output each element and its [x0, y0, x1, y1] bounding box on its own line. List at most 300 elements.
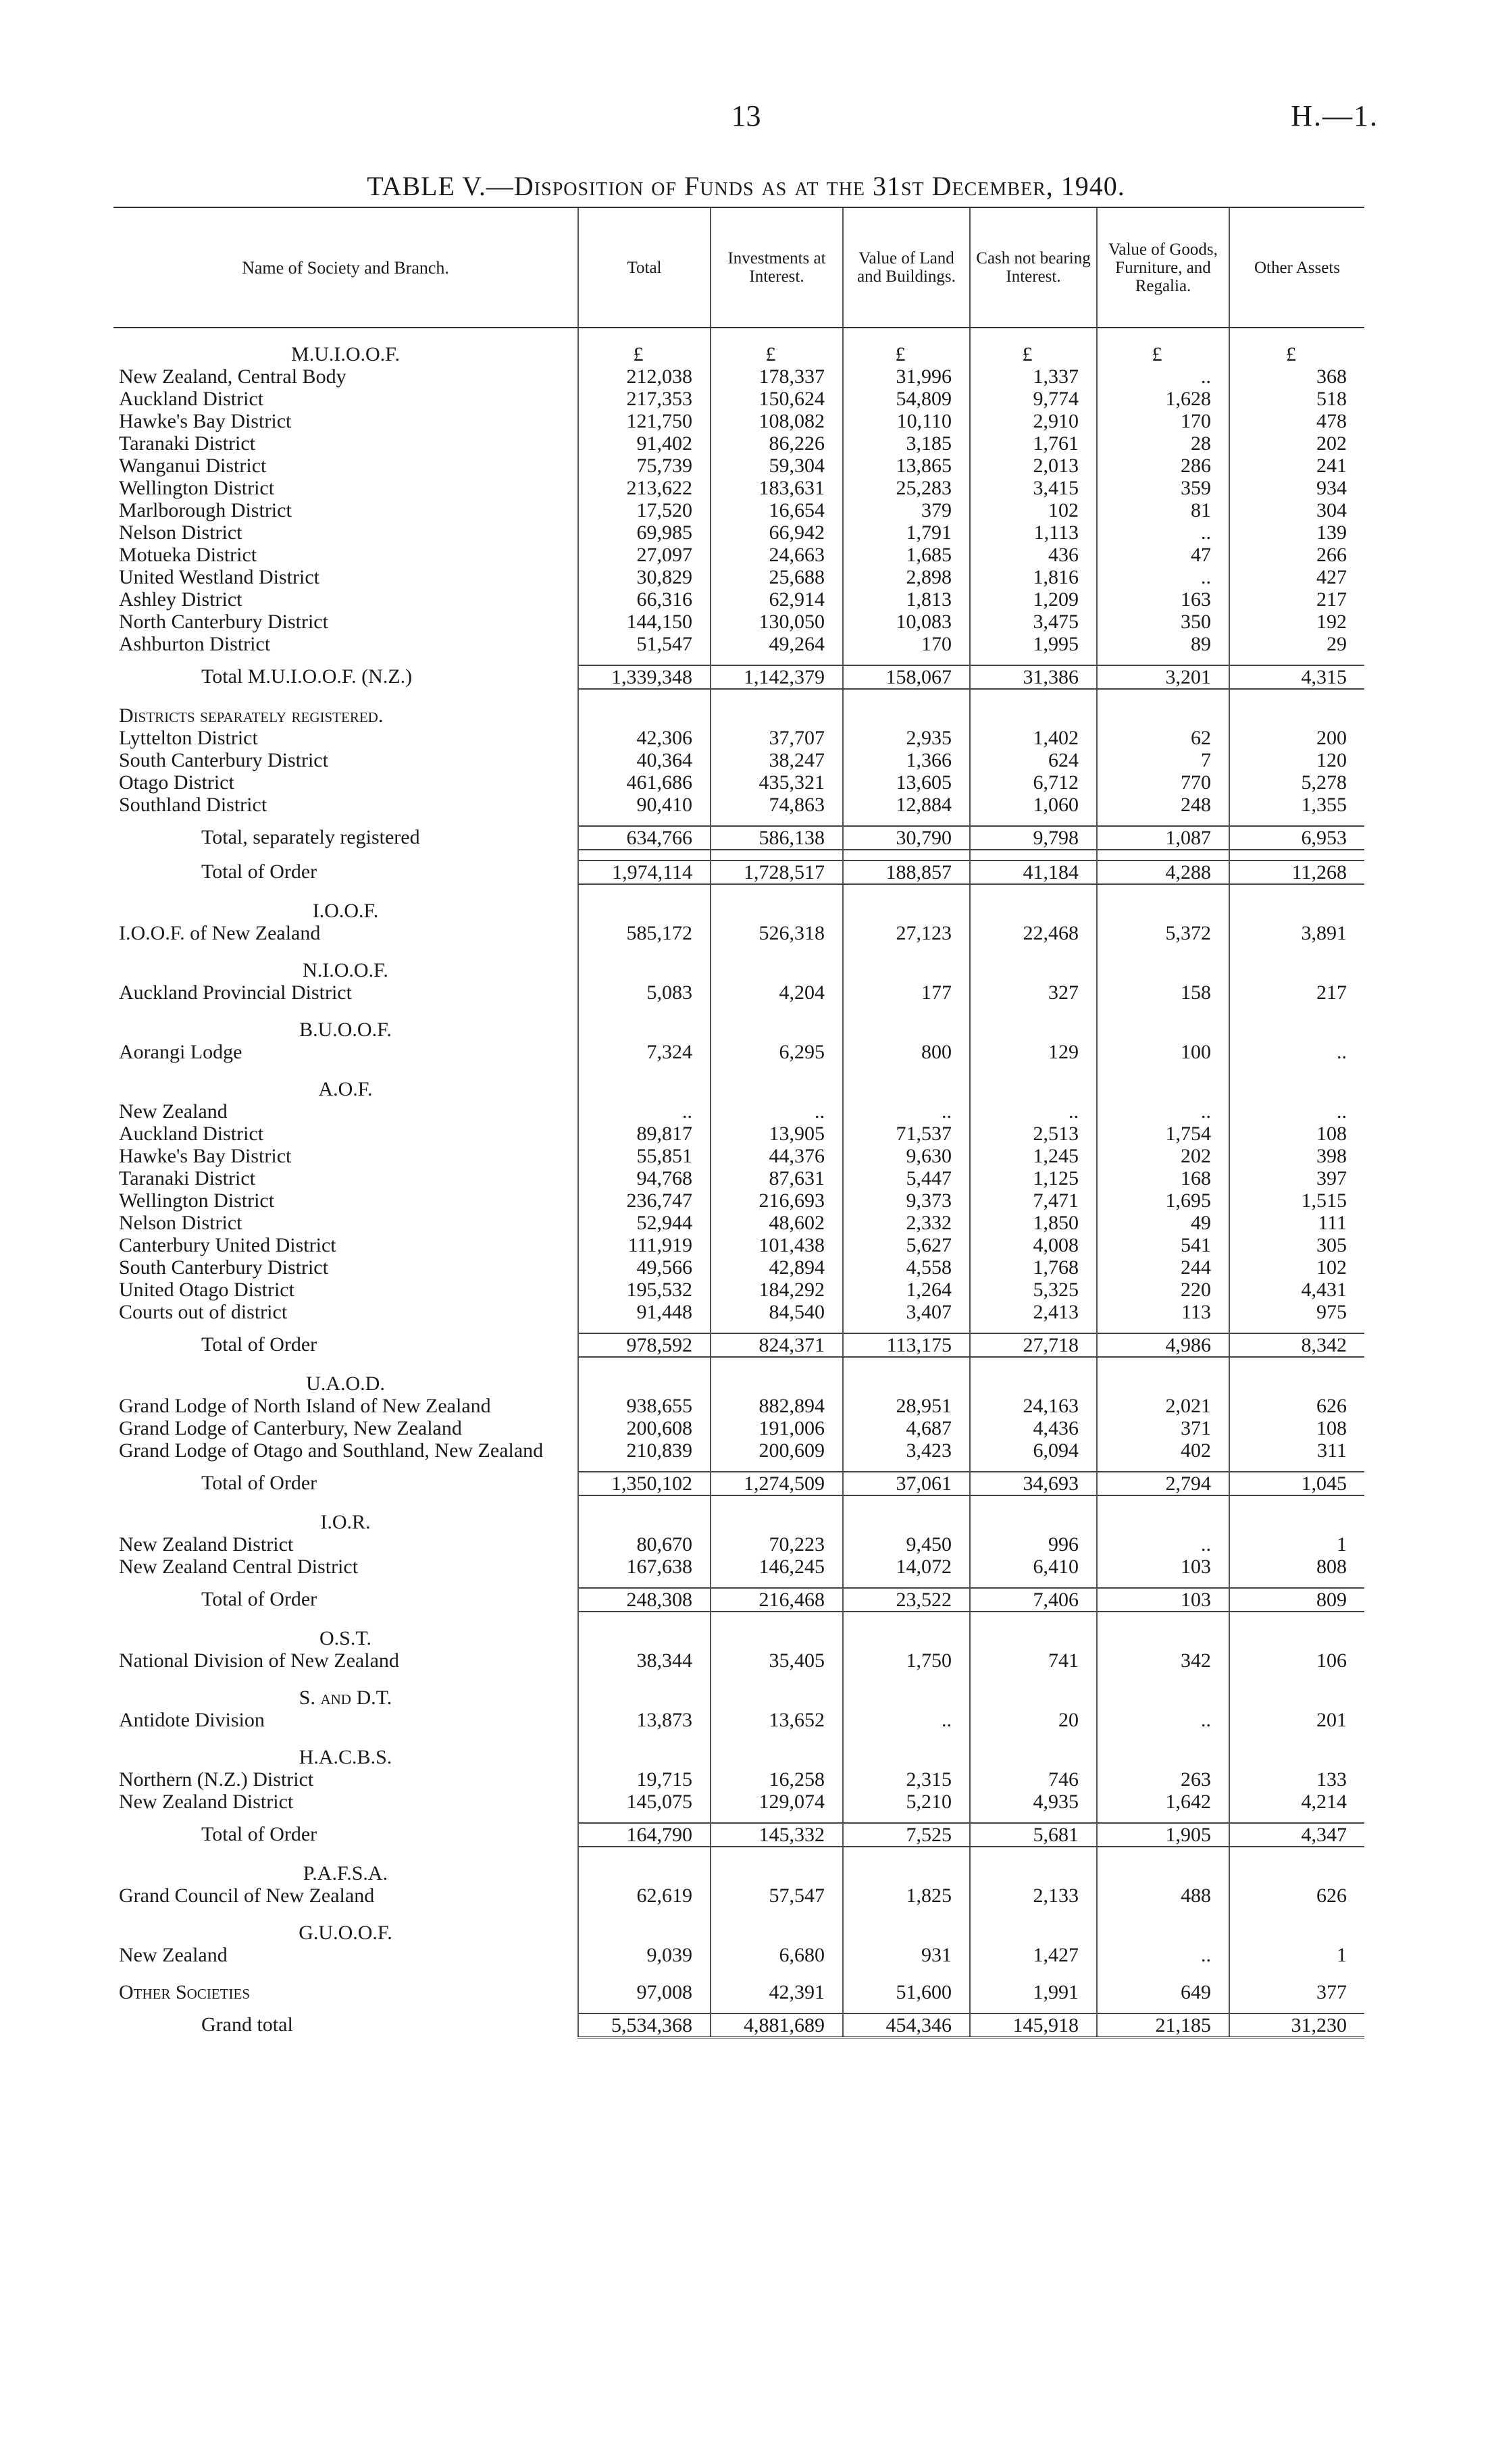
cell-other: 304 — [1229, 499, 1364, 521]
cell-other: 626 — [1229, 1884, 1364, 1907]
spacer-cell — [1229, 944, 1364, 959]
spacer-cell — [843, 1966, 970, 1981]
table-row — [113, 1123, 1364, 1145]
cell-other: 809 — [1229, 1588, 1364, 1612]
row-name: Other Societies — [119, 1981, 250, 2003]
spacer-cell — [1097, 1966, 1229, 1981]
spacer-cell — [1097, 1495, 1229, 1511]
cell-goods: 220 — [1097, 1279, 1229, 1301]
row-name: Total of Order — [201, 1588, 317, 1610]
cell-land: 2,898 — [843, 566, 970, 588]
cell-land: 3,407 — [843, 1301, 970, 1323]
cell-other: .. — [1229, 1041, 1364, 1063]
currency-cell — [578, 1746, 711, 1768]
spacer-cell — [970, 1672, 1097, 1687]
cell-goods: 81 — [1097, 499, 1229, 521]
cell-cash: 2,910 — [970, 410, 1097, 432]
cell-land: 54,809 — [843, 388, 970, 410]
cell-goods: 21,185 — [1097, 2013, 1229, 2038]
spacer-cell — [970, 689, 1097, 704]
cell-cash: 746 — [970, 1768, 1097, 1791]
spacer-cell — [711, 850, 843, 861]
cell-land: 5,210 — [843, 1791, 970, 1813]
spacer-cell — [843, 884, 970, 900]
document-reference: H.—1. — [1291, 99, 1379, 132]
spacer-cell — [578, 1731, 711, 1746]
currency-cell — [1097, 1627, 1229, 1649]
cell-cash: 2,413 — [970, 1301, 1097, 1323]
cell-cash: 2,513 — [970, 1123, 1097, 1145]
section-heading: G.U.O.O.F. — [299, 1922, 392, 1944]
spacer-cell — [711, 1672, 843, 1687]
currency-cell — [1097, 1746, 1229, 1768]
cell-cash: 2,013 — [970, 455, 1097, 477]
cell-cash: 741 — [970, 1649, 1097, 1672]
cell-land: 170 — [843, 633, 970, 655]
table-row — [113, 588, 1364, 611]
table-row — [113, 611, 1364, 633]
cell-investments: 38,247 — [711, 749, 843, 771]
cell-total: 52,944 — [578, 1212, 711, 1234]
spacer-cell — [970, 1612, 1097, 1627]
table-row — [113, 432, 1364, 455]
spacer-cell — [711, 2003, 843, 2013]
cell-cash: 4,935 — [970, 1791, 1097, 1813]
cell-land: 25,283 — [843, 477, 970, 499]
cell-land: 2,332 — [843, 1212, 970, 1234]
currency-cell — [1229, 959, 1364, 981]
currency-cell — [970, 1922, 1097, 1944]
spacer-cell — [113, 2003, 578, 2013]
cell-cash: 624 — [970, 749, 1097, 771]
cell-investments: 586,138 — [711, 826, 843, 850]
table-title — [0, 170, 1492, 202]
cell-investments: 16,258 — [711, 1768, 843, 1791]
row-name: New Zealand — [119, 1944, 228, 1966]
spacer-cell — [1229, 2003, 1364, 2013]
cell-land: 27,123 — [843, 922, 970, 944]
spacer-cell — [1097, 1063, 1229, 1078]
spacer-cell — [1229, 1063, 1364, 1078]
spacer-cell — [113, 1357, 578, 1372]
cell-land: 2,315 — [843, 1768, 970, 1791]
row-name: New Zealand District — [119, 1791, 294, 1813]
cell-land: 13,865 — [843, 455, 970, 477]
cell-total: 91,402 — [578, 432, 711, 455]
spacer-cell — [1229, 1966, 1364, 1981]
table-row — [113, 1395, 1364, 1417]
spacer-cell — [113, 1578, 578, 1588]
cell-other: 31,230 — [1229, 2013, 1364, 2038]
section-heading-row — [113, 1746, 1364, 1768]
cell-investments: 42,894 — [711, 1256, 843, 1279]
row-name: Canterbury United District — [119, 1234, 336, 1256]
row-name: Southland District — [119, 794, 267, 816]
spacer-cell — [1229, 816, 1364, 826]
cell-investments: 101,438 — [711, 1234, 843, 1256]
spacer-cell — [843, 1462, 970, 1472]
spacer-cell — [578, 816, 711, 826]
spacer-cell — [113, 1063, 578, 1078]
cell-other: 102 — [1229, 1256, 1364, 1279]
table-row — [113, 455, 1364, 477]
cell-investments: 25,688 — [711, 566, 843, 588]
table-row — [113, 1256, 1364, 1279]
currency-cell: £ — [1097, 343, 1229, 365]
table-row — [113, 922, 1364, 944]
currency-cell — [578, 1862, 711, 1884]
cell-investments: 129,074 — [711, 1791, 843, 1813]
cell-other: 1,045 — [1229, 1472, 1364, 1495]
cell-investments: 191,006 — [711, 1417, 843, 1439]
cell-total: 144,150 — [578, 611, 711, 633]
cell-other: 108 — [1229, 1123, 1364, 1145]
cell-other: .. — [1229, 1100, 1364, 1123]
row-name: Grand Lodge of Otago and Southland, New Zealand — [119, 1439, 544, 1462]
cell-other: 427 — [1229, 566, 1364, 588]
table-title-prefix: TABLE V.— — [367, 171, 514, 201]
row-name: South Canterbury District — [119, 1256, 328, 1279]
section-heading-row — [113, 1862, 1364, 1884]
table-row — [113, 1301, 1364, 1323]
section-heading-row — [113, 1019, 1364, 1041]
cell-investments: 57,547 — [711, 1884, 843, 1907]
header-total: Total — [578, 207, 711, 328]
spacer-cell — [1229, 1495, 1364, 1511]
cell-investments: 86,226 — [711, 432, 843, 455]
spacer-cell — [843, 1063, 970, 1078]
spacer-cell — [578, 1578, 711, 1588]
table-row — [113, 749, 1364, 771]
cell-total: 1,974,114 — [578, 861, 711, 884]
spacer-cell — [843, 1612, 970, 1627]
spacer-row — [113, 2003, 1364, 2013]
table-row — [113, 566, 1364, 588]
cell-land: 10,083 — [843, 611, 970, 633]
row-name: Ashburton District — [119, 633, 271, 655]
cell-other: 305 — [1229, 1234, 1364, 1256]
cell-land: 1,813 — [843, 588, 970, 611]
cell-cash: 34,693 — [970, 1472, 1097, 1495]
cell-total: 49,566 — [578, 1256, 711, 1279]
cell-goods: 402 — [1097, 1439, 1229, 1462]
cell-cash: 102 — [970, 499, 1097, 521]
cell-land: 2,935 — [843, 727, 970, 749]
cell-other: 202 — [1229, 432, 1364, 455]
spacer-row — [113, 1966, 1364, 1981]
table-row — [113, 1884, 1364, 1907]
cell-other: 192 — [1229, 611, 1364, 633]
cell-goods: 103 — [1097, 1588, 1229, 1612]
row-name: United Westland District — [119, 566, 319, 588]
spacer-cell — [970, 1063, 1097, 1078]
spacer-cell — [843, 689, 970, 704]
table-row — [113, 771, 1364, 794]
spacer-cell — [970, 655, 1097, 665]
table-title-text: Disposition of Funds as at the 31st December, 1940. — [513, 171, 1125, 201]
spacer-cell — [711, 689, 843, 704]
table-row — [113, 1279, 1364, 1301]
cell-goods: 286 — [1097, 455, 1229, 477]
spacer-cell — [970, 1578, 1097, 1588]
total-row — [113, 1472, 1364, 1495]
cell-total: 213,622 — [578, 477, 711, 499]
cell-goods: 2,021 — [1097, 1395, 1229, 1417]
spacer-cell — [843, 2003, 970, 2013]
currency-cell — [1229, 1627, 1364, 1649]
table-row — [113, 544, 1364, 566]
cell-cash: 2,133 — [970, 1884, 1097, 1907]
cell-goods: 770 — [1097, 771, 1229, 794]
cell-goods: 1,695 — [1097, 1189, 1229, 1212]
spacer-cell — [578, 328, 711, 343]
spacer-cell — [578, 944, 711, 959]
spacer-cell — [711, 1907, 843, 1922]
cell-goods: 1,905 — [1097, 1823, 1229, 1847]
cell-cash: 1,991 — [970, 1981, 1097, 2003]
spacer-cell — [578, 1462, 711, 1472]
section-heading: P.A.F.S.A. — [303, 1862, 388, 1884]
spacer-cell — [113, 1004, 578, 1019]
spacer-cell — [970, 1966, 1097, 1981]
section-heading: I.O.O.F. — [312, 900, 379, 922]
spacer-cell — [711, 1813, 843, 1823]
cell-other: 398 — [1229, 1145, 1364, 1167]
cell-goods: 7 — [1097, 749, 1229, 771]
section-heading-row — [113, 704, 1364, 727]
currency-cell: £ — [711, 343, 843, 365]
cell-other: 808 — [1229, 1556, 1364, 1578]
spacer-row — [113, 816, 1364, 826]
spacer-cell — [1097, 850, 1229, 861]
cell-goods: 1,628 — [1097, 388, 1229, 410]
table-row — [113, 1556, 1364, 1578]
cell-investments: 62,914 — [711, 588, 843, 611]
spacer-cell — [711, 1966, 843, 1981]
cell-goods: 649 — [1097, 1981, 1229, 2003]
section-heading: A.O.F. — [318, 1078, 373, 1100]
currency-cell — [843, 704, 970, 727]
cell-land: 1,791 — [843, 521, 970, 544]
cell-total: 461,686 — [578, 771, 711, 794]
cell-investments: 216,468 — [711, 1588, 843, 1612]
currency-cell — [711, 1687, 843, 1709]
spacer-cell — [843, 1847, 970, 1862]
row-name: Hawke's Bay District — [119, 1145, 292, 1167]
spacer-row — [113, 689, 1364, 704]
spacer-row — [113, 944, 1364, 959]
cell-other: 397 — [1229, 1167, 1364, 1189]
row-name: Marlborough District — [119, 499, 292, 521]
spacer-cell — [113, 850, 578, 861]
cell-other: 217 — [1229, 981, 1364, 1004]
spacer-cell — [1229, 850, 1364, 861]
cell-goods: 62 — [1097, 727, 1229, 749]
cell-goods: 47 — [1097, 544, 1229, 566]
currency-cell — [1229, 1019, 1364, 1041]
cell-total: 89,817 — [578, 1123, 711, 1145]
spacer-cell — [970, 1907, 1097, 1922]
table-row — [113, 1212, 1364, 1234]
spacer-row — [113, 1907, 1364, 1922]
cell-total: 145,075 — [578, 1791, 711, 1813]
spacer-cell — [113, 1495, 578, 1511]
currency-cell — [1097, 1687, 1229, 1709]
table-row — [113, 1981, 1364, 2003]
spacer-cell — [843, 328, 970, 343]
cell-land: 31,996 — [843, 365, 970, 388]
cell-investments: 216,693 — [711, 1189, 843, 1212]
currency-cell — [711, 959, 843, 981]
cell-cash: 1,337 — [970, 365, 1097, 388]
cell-other: 200 — [1229, 727, 1364, 749]
cell-total: 634,766 — [578, 826, 711, 850]
cell-cash: 4,008 — [970, 1234, 1097, 1256]
cell-land: 10,110 — [843, 410, 970, 432]
table-row — [113, 365, 1364, 388]
spacer-cell — [843, 1813, 970, 1823]
currency-cell — [1097, 1922, 1229, 1944]
currency-cell — [711, 1922, 843, 1944]
spacer-cell — [843, 1672, 970, 1687]
spacer-cell — [578, 689, 711, 704]
cell-land: 158,067 — [843, 665, 970, 689]
cell-investments: 84,540 — [711, 1301, 843, 1323]
row-name: Auckland Provincial District — [119, 981, 352, 1004]
currency-cell — [970, 1511, 1097, 1533]
cell-cash: 1,245 — [970, 1145, 1097, 1167]
cell-goods: 4,288 — [1097, 861, 1229, 884]
row-name: Wellington District — [119, 1189, 275, 1212]
spacer-cell — [113, 1966, 578, 1981]
spacer-cell — [1229, 1813, 1364, 1823]
row-name: Grand Lodge of North Island of New Zealand — [119, 1395, 491, 1417]
spacer-cell — [1097, 1907, 1229, 1922]
cell-goods: 371 — [1097, 1417, 1229, 1439]
cell-cash: 996 — [970, 1533, 1097, 1556]
currency-cell — [843, 1372, 970, 1395]
cell-cash: 1,113 — [970, 521, 1097, 544]
cell-total: 212,038 — [578, 365, 711, 388]
spacer-cell — [711, 1731, 843, 1746]
table-row — [113, 1533, 1364, 1556]
section-heading: B.U.O.O.F. — [299, 1019, 392, 1041]
cell-other: 8,342 — [1229, 1333, 1364, 1357]
spacer-cell — [1229, 328, 1364, 343]
row-name: Nelson District — [119, 1212, 242, 1234]
cell-other: 4,347 — [1229, 1823, 1364, 1847]
spacer-cell — [113, 1731, 578, 1746]
cell-investments: 35,405 — [711, 1649, 843, 1672]
cell-investments: 1,274,509 — [711, 1472, 843, 1495]
cell-investments: 37,707 — [711, 727, 843, 749]
cell-total: 195,532 — [578, 1279, 711, 1301]
spacer-cell — [578, 884, 711, 900]
spacer-cell — [970, 1357, 1097, 1372]
currency-cell — [711, 704, 843, 727]
cell-other: 29 — [1229, 633, 1364, 655]
row-name: Total of Order — [201, 1823, 317, 1845]
table-row — [113, 1768, 1364, 1791]
currency-cell — [1229, 1746, 1364, 1768]
cell-goods: .. — [1097, 1533, 1229, 1556]
cell-land: 12,884 — [843, 794, 970, 816]
currency-cell — [843, 900, 970, 922]
cell-land: 30,790 — [843, 826, 970, 850]
currency-cell — [1229, 1078, 1364, 1100]
spacer-cell — [711, 1495, 843, 1511]
cell-total: 1,350,102 — [578, 1472, 711, 1495]
cell-land: 23,522 — [843, 1588, 970, 1612]
spacer-cell — [113, 689, 578, 704]
cell-total: .. — [578, 1100, 711, 1123]
cell-investments: 24,663 — [711, 544, 843, 566]
cell-other: 368 — [1229, 365, 1364, 388]
cell-goods: 158 — [1097, 981, 1229, 1004]
cell-cash: 6,410 — [970, 1556, 1097, 1578]
spacer-cell — [970, 1847, 1097, 1862]
currency-cell — [578, 1922, 711, 1944]
cell-total: 51,547 — [578, 633, 711, 655]
currency-cell — [1097, 900, 1229, 922]
cell-total: 38,344 — [578, 1649, 711, 1672]
cell-land: .. — [843, 1100, 970, 1123]
cell-total: 236,747 — [578, 1189, 711, 1212]
cell-land: 28,951 — [843, 1395, 970, 1417]
cell-goods: 350 — [1097, 611, 1229, 633]
cell-investments: 16,654 — [711, 499, 843, 521]
cell-land: 177 — [843, 981, 970, 1004]
cell-investments: 49,264 — [711, 633, 843, 655]
cell-land: 9,373 — [843, 1189, 970, 1212]
cell-investments: .. — [711, 1100, 843, 1123]
table-row — [113, 1944, 1364, 1966]
table-row — [113, 477, 1364, 499]
cell-land: 4,558 — [843, 1256, 970, 1279]
cell-other: 4,431 — [1229, 1279, 1364, 1301]
cell-total: 62,619 — [578, 1884, 711, 1907]
currency-cell — [970, 704, 1097, 727]
cell-total: 7,324 — [578, 1041, 711, 1063]
cell-cash: .. — [970, 1100, 1097, 1123]
cell-cash: 1,125 — [970, 1167, 1097, 1189]
section-heading-row — [113, 1687, 1364, 1709]
row-name: Courts out of district — [119, 1301, 288, 1323]
cell-other: 1,355 — [1229, 794, 1364, 816]
cell-cash: 1,816 — [970, 566, 1097, 588]
table-row — [113, 410, 1364, 432]
cell-cash: 6,094 — [970, 1439, 1097, 1462]
cell-investments: 74,863 — [711, 794, 843, 816]
table-row — [113, 981, 1364, 1004]
cell-land: 5,627 — [843, 1234, 970, 1256]
cell-land: 800 — [843, 1041, 970, 1063]
spacer-cell — [843, 1495, 970, 1511]
section-heading: N.I.O.O.F. — [303, 959, 388, 981]
spacer-cell — [711, 1004, 843, 1019]
currency-cell — [1097, 959, 1229, 981]
cell-investments: 6,295 — [711, 1041, 843, 1063]
currency-cell — [1229, 1372, 1364, 1395]
cell-total: 13,873 — [578, 1709, 711, 1731]
currency-cell — [970, 900, 1097, 922]
row-name: Total of Order — [201, 861, 317, 883]
currency-cell — [578, 1372, 711, 1395]
cell-cash: 436 — [970, 544, 1097, 566]
currency-cell — [578, 704, 711, 727]
cell-other: 241 — [1229, 455, 1364, 477]
currency-cell — [1229, 900, 1364, 922]
